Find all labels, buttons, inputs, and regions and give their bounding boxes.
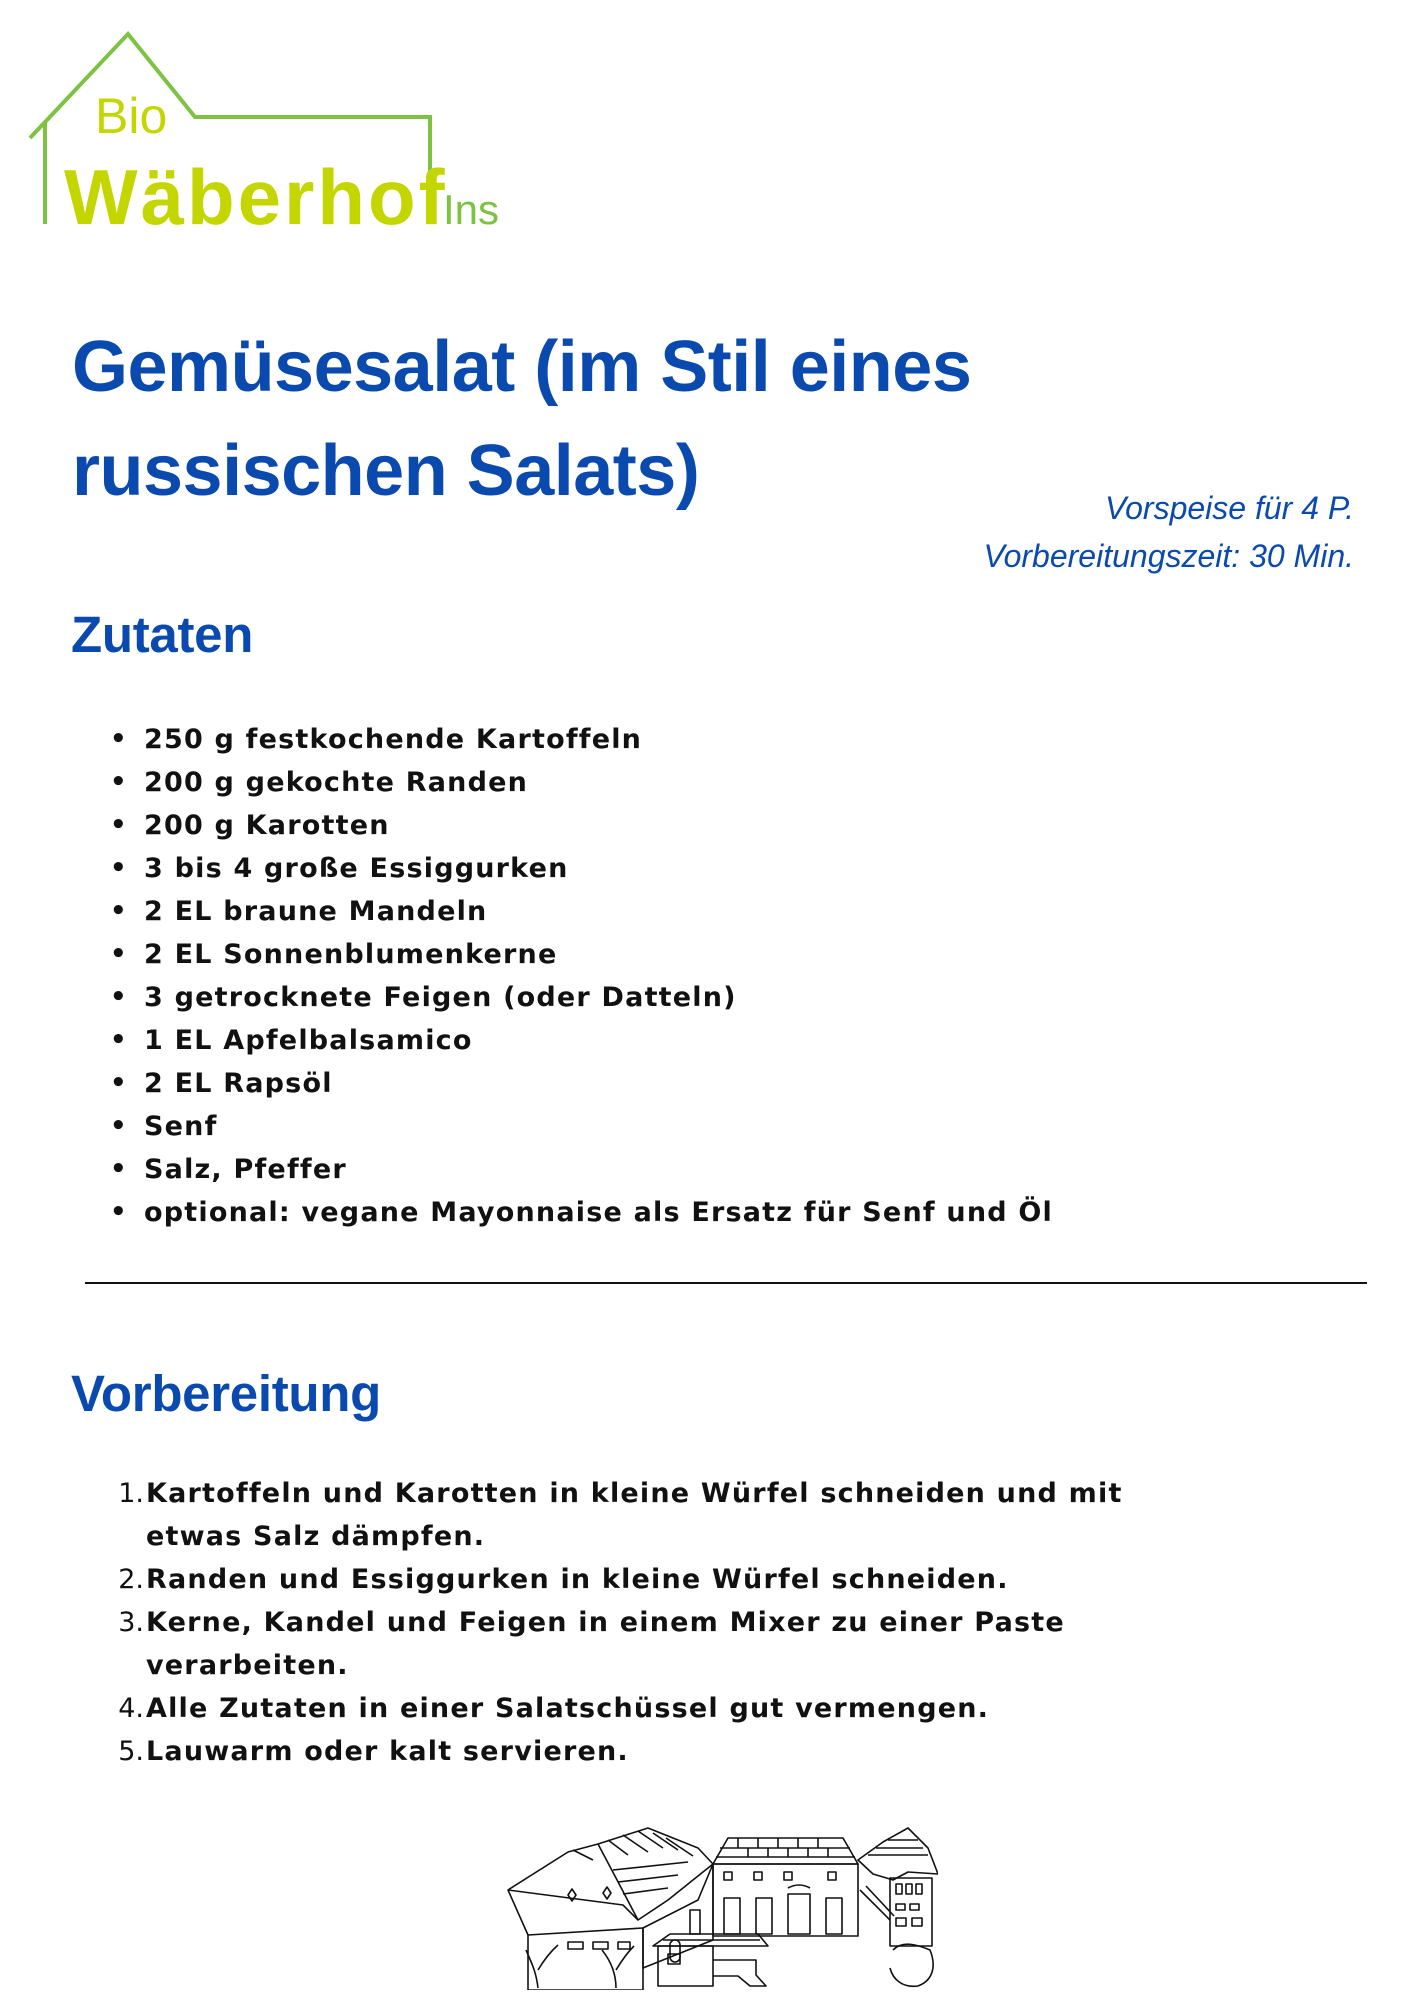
prep-time-text: Vorbereitungszeit: 30 Min. — [983, 538, 1354, 574]
step-item — [110, 1601, 1220, 1687]
ingredient-item: • 1 EL Apfelbalsamico — [110, 1019, 1053, 1062]
ingredient-item: • 3 getrocknete Feigen (oder Datteln) — [110, 976, 1053, 1019]
step-text: Lauwarm oder kalt servieren. — [146, 1736, 629, 1767]
logo-name-text: Wäberhof — [64, 153, 448, 228]
ingredient-item: • 2 EL Rapsöl — [110, 1062, 1053, 1105]
step-item — [110, 1558, 1220, 1601]
step-text: Randen und Essiggurken in kleine Würfel schneiden. — [146, 1564, 1009, 1595]
ingredient-item: • 3 bis 4 große Essiggurken — [110, 847, 1053, 890]
step-number: 3. — [118, 1607, 144, 1638]
logo-place-text: Ins — [443, 186, 500, 228]
step-item — [110, 1687, 1220, 1730]
ingredient-item: • 250 g festkochende Kartoffeln — [110, 718, 1053, 761]
recipe-title — [72, 328, 1072, 510]
step-number: 4. — [118, 1693, 144, 1724]
ingredient-item: • 2 EL braune Mandeln — [110, 890, 1053, 933]
recipe-title-line-1: Gemüsesalat (im Stil eines — [72, 327, 972, 407]
recipe-meta — [983, 484, 1354, 580]
ingredients-list — [110, 718, 1053, 1234]
ingredient-item: • 200 g gekochte Randen — [110, 761, 1053, 804]
ingredient-item: • 2 EL Sonnenblumenkerne — [110, 933, 1053, 976]
ingredient-item: • optional: vegane Mayonnaise als Ersatz für Senf und Öl — [110, 1191, 1053, 1234]
ingredient-item: • Senf — [110, 1105, 1053, 1148]
section-divider — [85, 1282, 1367, 1284]
step-text: Kerne, Kandel und Feigen in einem Mixer zu einer Paste verarbeiten. — [146, 1607, 1065, 1681]
preparation-heading: Vorbereitung — [71, 1365, 381, 1422]
preparation-steps — [110, 1472, 1220, 1773]
bio-waeberhof-logo — [28, 28, 508, 228]
farmhouse-drawing-icon — [498, 1800, 938, 1990]
step-text: Kartoffeln und Karotten in kleine Würfel schneiden und mit etwas Salz dämpfen. — [146, 1478, 1123, 1552]
step-text: Alle Zutaten in einer Salatschüssel gut vermengen. — [146, 1693, 990, 1724]
ingredient-item: • Salz, Pfeffer — [110, 1148, 1053, 1191]
logo-bio-text: Bio — [95, 88, 168, 144]
ingredients-heading: Zutaten — [71, 606, 254, 663]
recipe-title-line-2: russischen Salats) — [72, 431, 700, 511]
step-item — [110, 1730, 1220, 1773]
step-item — [110, 1472, 1220, 1558]
step-number: 5. — [118, 1736, 144, 1767]
ingredient-item: • 200 g Karotten — [110, 804, 1053, 847]
servings-text: Vorspeise für 4 P. — [1104, 490, 1354, 526]
house-roof-logo-icon — [28, 28, 508, 228]
step-number: 1. — [118, 1478, 144, 1509]
step-number: 2. — [118, 1564, 144, 1595]
